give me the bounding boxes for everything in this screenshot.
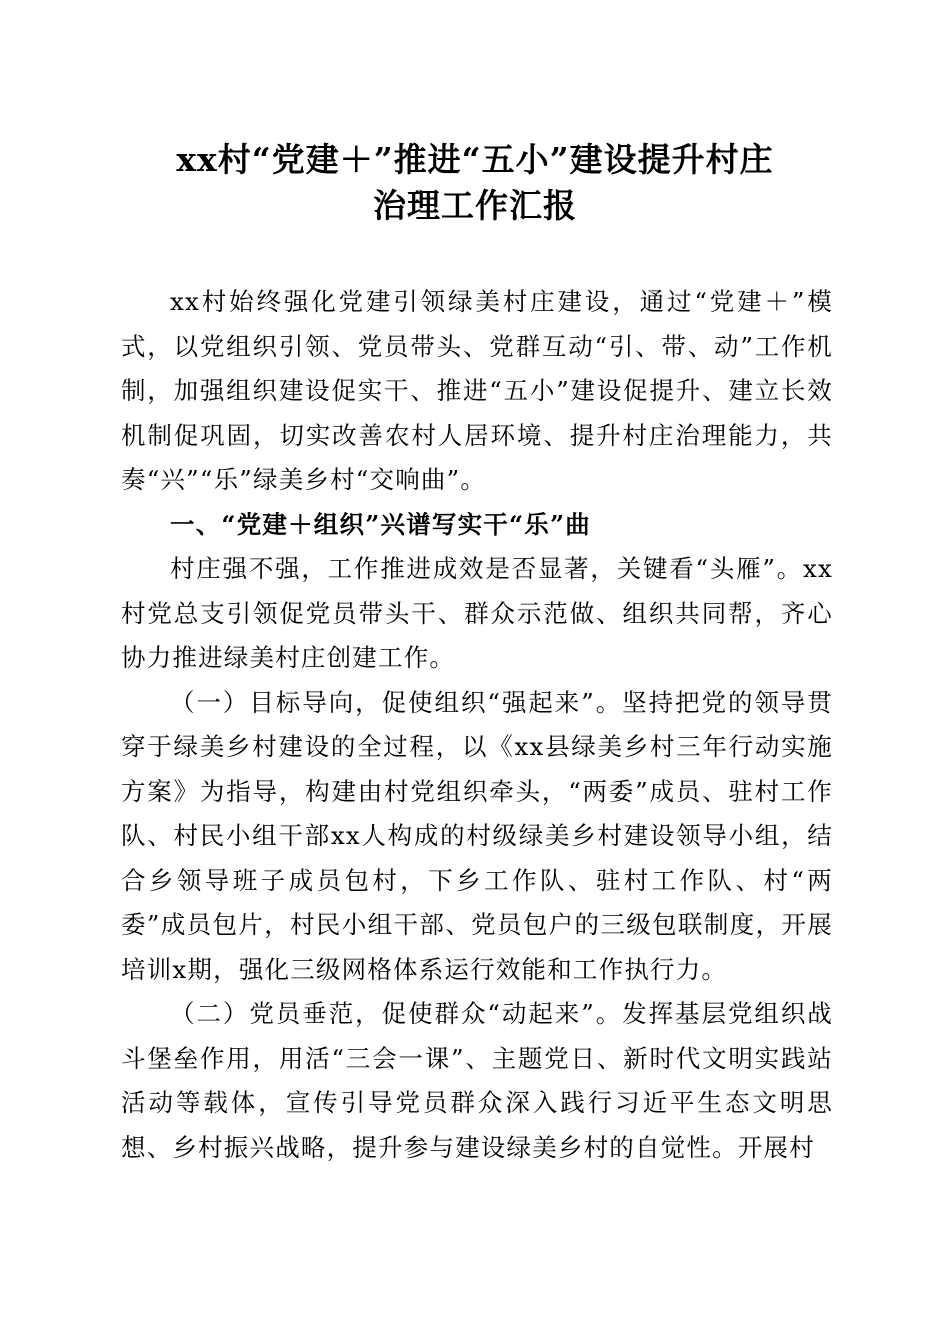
document-body bbox=[121, 280, 833, 1170]
subsection-1-paragraph: （一）目标导向，促使组织“强起来”。坚持把党的领导贯穿于绿美乡村建设的全过程，以《xx县绿美乡村三年行动实施方案》为指导，构建由村党组织牵头，“两委”成员、驻村工作队、村民小组干部xx人构成的村级绿美乡村建设领导小组，结合乡领导班子成员包村，下乡工作队、驻村工作队、村“两委”成员包片，村民小组干部、党员包户的三级包联制度，开展培训x期，强化三级网格体系运行效能和工作执行力。 bbox=[121, 687, 833, 984]
document-title-line-2: 治理工作汇报 bbox=[373, 186, 577, 225]
document-title-line-1: xx村“党建＋”推进“五小”建设提升村庄 bbox=[176, 140, 774, 179]
section-1-paragraph: 村庄强不强，工作推进成效是否显著，关键看“头雁”。xx村党总支引领促党员带头干、群众示范做、组织共同帮，齐心协力推进绿美村庄创建工作。 bbox=[121, 554, 833, 672]
intro-paragraph: xx村始终强化党建引领绿美村庄建设，通过“党建＋”模式，以党组织引领、党员带头、党群互动“引、带、动”工作机制，加强组织建设促实干、推进“五小”建设促提升、建立长效机制促巩固，切实改善农村人居环境、提升村庄治理能力，共奏“兴”“乐”绿美乡村“交响曲”。 bbox=[121, 287, 833, 494]
subsection-2-paragraph: （二）党员垂范，促使群众“动起来”。发挥基层党组织战斗堡垒作用，用活“三会一课”、主题党日、新时代文明实践站活动等载体，宣传引导党员群众深入践行习近平生态文明思想、乡村振兴战略，提升参与建设绿美乡村的自觉性。开展村 bbox=[121, 999, 833, 1162]
section-heading-1: 一、“党建＋组织”兴谱写实干“乐”曲 bbox=[170, 509, 591, 539]
